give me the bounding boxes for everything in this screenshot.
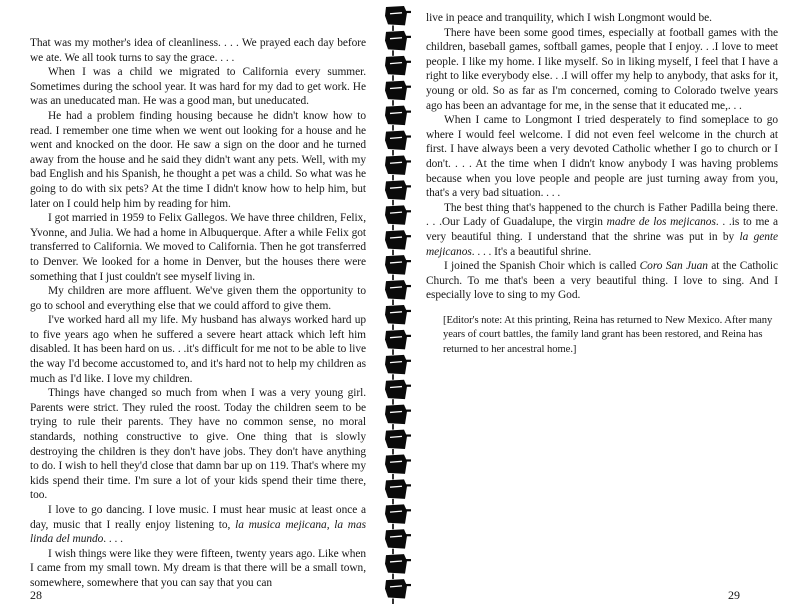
paragraph: When I came to Longmont I tried desperately to find someplace to go where I would feel welcome. I did not even feel welcome in the church at first. I have always been a very devoted Catholic whether I go to church or I don't. . . . At the time when I didn't know anybody I was having problems because when you love people and people are just turning away from you, that's a very bad situation. . . . [426,114,778,200]
paragraph: I got married in 1959 to Felix Gallegos. We have three children, Felix, Yvonne, and Julia. We had a home in Albuquerque. After a while Felix got transferred to California. We moved to California. Then he got transferred to Denver. We looked for a home in Denver, but the houses there were something that I just couldn't see myself living in. [30,212,366,283]
binding-ring [385,56,411,81]
paragraph: I've worked hard all my life. My husband has always worked hard up to five years ago when he suffered a severe heart attack which left him disabled. It has been hard on us. . .it's difficult for me not to be able to live the way I'd become accustomed to, and it's hard not to help my children as much as I'd like. I love my children. [30,314,366,385]
paragraph: There have been some good times, especially at football games with the children, baseball games, softball games, people that I enjoy. . .I love to meet people. I like my home. I like myself. So in liking myself, I feel that I have a right to like everybody else. . .I will offer my help to anybody, that asks for it, young or old. So as far as I'm concerned, coming to Colorado twelve years ago has been an advantage for me, in the sense that it educated me,. . . [426,26,778,112]
binding-ring [385,31,411,56]
page-number: 28 [30,588,42,602]
binding-ring [385,81,411,106]
binding-ring [385,430,411,455]
binding-ring [385,205,411,230]
paragraph: I joined the Spanish Choir which is called Coro San Juan at the Catholic Church. To me that's been a very beautiful thing. I love to sing. And I especially love to sing to my God. [426,260,778,302]
binding-ring [385,380,411,405]
right-page [412,0,800,613]
paragraph: The best thing that's happened to the church is Father Padilla being there. . . .Our Lady of Guadalupe, the virgin madre de los mejicanos. . .is to me a very beautiful thing. I understand that the shrine was put in by la gente mejicanos. . . . It's a beautiful shrine. [426,201,779,258]
binding-ring [385,230,411,255]
binding-ring [385,6,411,31]
binding-ring [385,255,411,280]
binding-ring [385,405,411,430]
binding-ring [385,305,411,330]
binding-ring [385,156,411,181]
paragraph: My children are more affluent. We've given them the opportunity to go to school and everything else that we could afford to give them. [30,285,366,312]
binding-ring [385,529,411,554]
binding-ring [385,579,411,604]
paragraph: That was my mother's idea of cleanliness. . . . We prayed each day before we ate. We all took turns to say the grace. . . . [30,37,366,64]
paragraph: live in peace and tranquility, which I wish Longmont would be. [426,12,712,24]
binding-ring [385,180,411,205]
paragraph: When I was a child we migrated to California every summer. Sometimes during the school year. It was hard for my dad to get work. He was an uneducated man. He was a good man, but uneducated. [30,66,366,108]
binding-ring [385,355,411,380]
paragraph: Things have changed so much from when I was a very young girl. Parents were strict. They ruled the roost. Today the children seem to be trying to rule their parents. They have no common sense, no moral standards, nothing constructive to give. One thing that is slowly destroying the children is they don't have jobs. They don't have anything to do. I wish to hell they'd close that damn bar up on 119. That's where my kids spend their time. I'm sure a lot of your kids spend their time there, too. [30,387,366,502]
paragraph: I love to go dancing. I love music. I must hear music at least once a day, music that I really enjoy listening to, la musica mejicana, la mas linda del mundo. . . . [30,504,366,546]
page-number: 29 [728,588,740,602]
binding-ring [385,504,411,529]
binding-ring [385,479,411,504]
binding-ring [385,280,411,305]
binding-ring [385,131,411,156]
binding-ring [385,455,411,480]
binding-ring [385,554,411,579]
paragraph: He had a problem finding housing because he didn't know how to read. I remember one time when we went out looking for a house and he went and knocked on the door. He saw a sign on the door and he turned away from the house and he said they didn't want any pets. Well, with my bad English and his Spanish, he thought a pet was a child. So what was he going to do with six pets? At the time I didn't know how to help him, but later on I could help him by reading for him. [30,109,366,210]
left-page-text [30,36,366,591]
binding-ring [385,330,411,355]
paragraph: I wish things were like they were fifteen, twenty years ago. Like when I came from my small town. My dream is that there will be a small town, somewhere, somewhere that you can say that you can [30,547,366,589]
left-page [0,0,392,613]
binding-ring [385,106,411,131]
editor-note: [Editor's note: At this printing, Reina has returned to New Mexico. After many years of court battles, the family land grant has been restored, and Reina has returned to her ancestral home.] [443,314,773,355]
right-page-text [426,11,778,357]
